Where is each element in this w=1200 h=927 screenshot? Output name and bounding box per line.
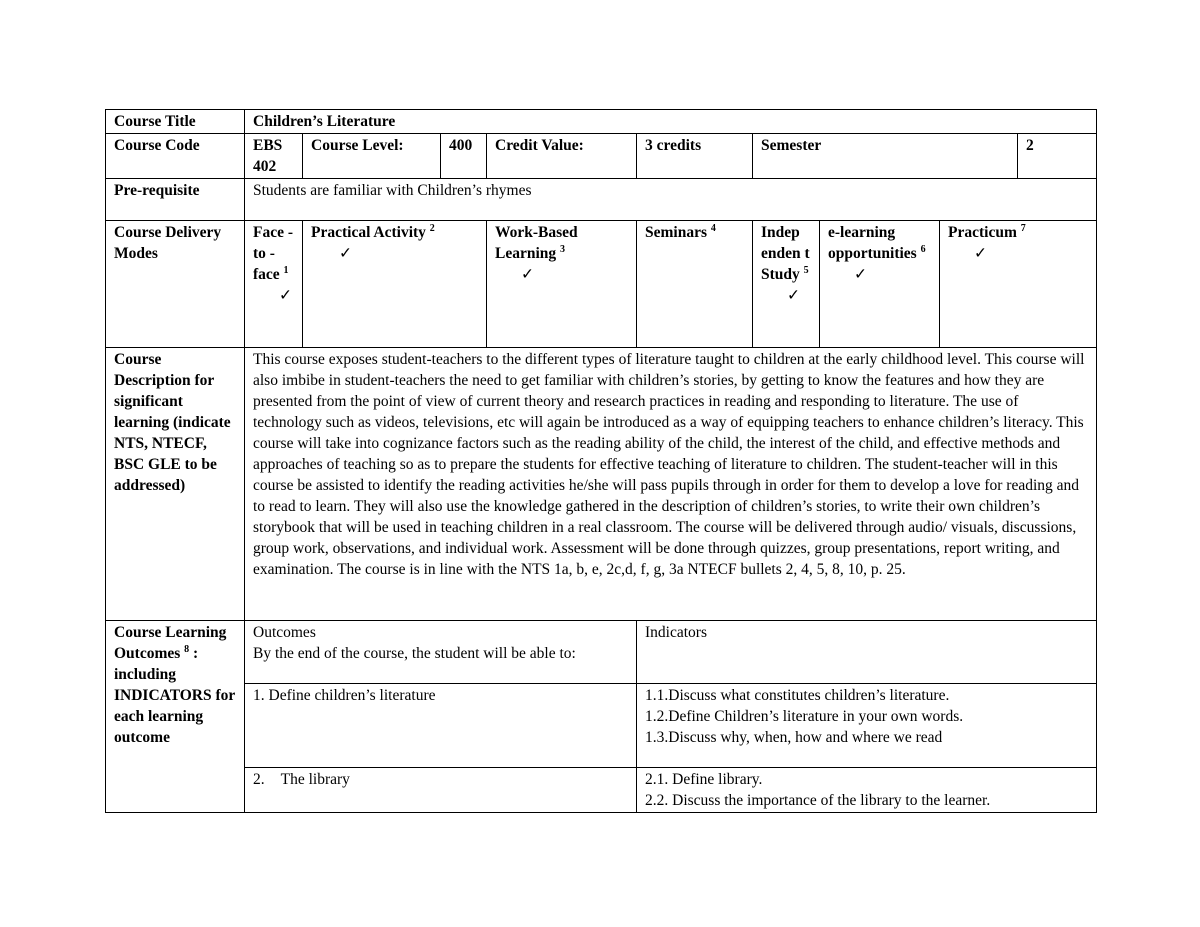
mode-independent-study (753, 221, 820, 348)
description-row (106, 348, 1097, 621)
check-icon: ✓ (854, 266, 867, 283)
course-code-row (106, 134, 1097, 179)
outcome-row (106, 768, 1097, 813)
mode-seminars (637, 221, 753, 348)
outcomes-intro: By the end of the course, the student will be able to: (253, 645, 576, 662)
outcome-1: 1. Define children’s literature (245, 684, 637, 768)
outcome-2-indicators (637, 768, 1097, 813)
mode-independent-sup: 5 (803, 264, 809, 276)
mode-seminars-sup: 4 (710, 222, 716, 234)
outcome-2 (245, 768, 637, 813)
mode-independent-label: Indep enden t Study (761, 224, 810, 283)
mode-face-sup: 1 (283, 264, 289, 276)
mode-elearning-sup: 6 (920, 243, 926, 255)
check-icon: ✓ (974, 245, 987, 262)
mode-practicum-sup: 7 (1020, 222, 1026, 234)
mode-practical-activity (303, 221, 487, 348)
course-title-value: Children’s Literature (245, 110, 1097, 134)
course-title-label: Course Title (106, 110, 245, 134)
description-text: This course exposes student-teachers to the different types of literature taught to children at the early childhood level. This course will also imbibe in student-teachers the need to get familiar with children’s stories, by getting to know the features and how they are presented from the point of view of current theory and research practices in reading and responding to literature. The use of technology such as videos, televisions, etc will again be introduced as a way of equipping teachers to enhance children’s literacy. This course will take into cognizance factors such as the reading ability of the child, the interest of the child, and effective methods and approaches of teaching so as to prepare the students for effective teaching of literature to children. The student-teacher will in this course be assisted to identify the reading activities he/she will pass pupils through in order for them to develop a love for reading and to read to learn. They will also use the knowledge gathered in the description of children’s stories, to write their own children’s storybook that will be used in teaching children in a real classroom. The course will be delivered through audio/ visuals, discussions, group work, observations, and individual work. Assessment will be done through quizzes, group presentations, report writing, and examination. The course is in line with the NTS 1a, b, e, 2c,d, f, g, 3a NTECF bullets 2, 4, 5, 8, 10, p. 25. (245, 348, 1097, 621)
mode-face-to-face (245, 221, 303, 348)
description-label: Course Description for significant learning (indicate NTS, NTECF, BSC GLE to be addressed) (106, 348, 245, 621)
semester-value: 2 (1018, 134, 1097, 179)
course-level-label: Course Level: (303, 134, 441, 179)
prerequisite-value: Students are familiar with Children’s rhymes (245, 179, 1097, 221)
mode-practicum (940, 221, 1097, 348)
course-code-label: Course Code (106, 134, 245, 179)
course-code-value: EBS 402 (245, 134, 303, 179)
mode-work-sup: 3 (560, 243, 566, 255)
check-icon: ✓ (279, 287, 292, 304)
mode-practical-sup: 2 (429, 222, 435, 234)
prerequisite-row (106, 179, 1097, 221)
indicator: 1.2.Define Children’s literature in your own words. (645, 708, 964, 725)
outcome-1-indicators (637, 684, 1097, 768)
learning-outcomes-sup: 8 (184, 643, 190, 655)
outcomes-header-cell (245, 621, 637, 684)
learning-outcomes-label-main: Course Learning Outcomes (114, 624, 227, 662)
check-icon: ✓ (787, 287, 800, 304)
course-level-value: 400 (441, 134, 487, 179)
delivery-modes-row (106, 221, 1097, 348)
prerequisite-label: Pre-requisite (106, 179, 245, 221)
credit-value-label: Credit Value: (487, 134, 637, 179)
outcome-2-text: The library (280, 771, 350, 788)
indicator: 1.3.Discuss why, when, how and where we read (645, 729, 943, 746)
outcomes-header: Outcomes (253, 624, 316, 641)
learning-outcomes-label-rest: : including INDICATORS for each learning outcome (114, 645, 236, 746)
course-title-row (106, 110, 1097, 134)
mode-practical-label: Practical Activity (311, 224, 426, 241)
indicator: 2.2. Discuss the importance of the library to the learner. (645, 792, 991, 809)
mode-elearning-label: e-learning opportunities (828, 224, 917, 262)
mode-work-label: Work-Based Learning (495, 224, 578, 262)
outcomes-header-row (106, 621, 1097, 684)
mode-face-label: Face -to - face (253, 224, 294, 283)
check-icon: ✓ (521, 266, 534, 283)
mode-e-learning (820, 221, 940, 348)
outcome-row (106, 684, 1097, 768)
mode-practicum-label: Practicum (948, 224, 1017, 241)
learning-outcomes-label (106, 621, 245, 813)
credit-value: 3 credits (637, 134, 753, 179)
mode-seminars-label: Seminars (645, 224, 707, 241)
delivery-modes-label: Course Delivery Modes (106, 221, 245, 348)
semester-label: Semester (753, 134, 1018, 179)
course-outline-table (105, 109, 1097, 813)
indicator: 1.1.Discuss what constitutes children’s literature. (645, 687, 950, 704)
mode-work-based-learning (487, 221, 637, 348)
indicators-header: Indicators (637, 621, 1097, 684)
check-icon: ✓ (339, 245, 352, 262)
indicator: 2.1. Define library. (645, 771, 763, 788)
outcome-2-number: 2. (253, 771, 265, 788)
